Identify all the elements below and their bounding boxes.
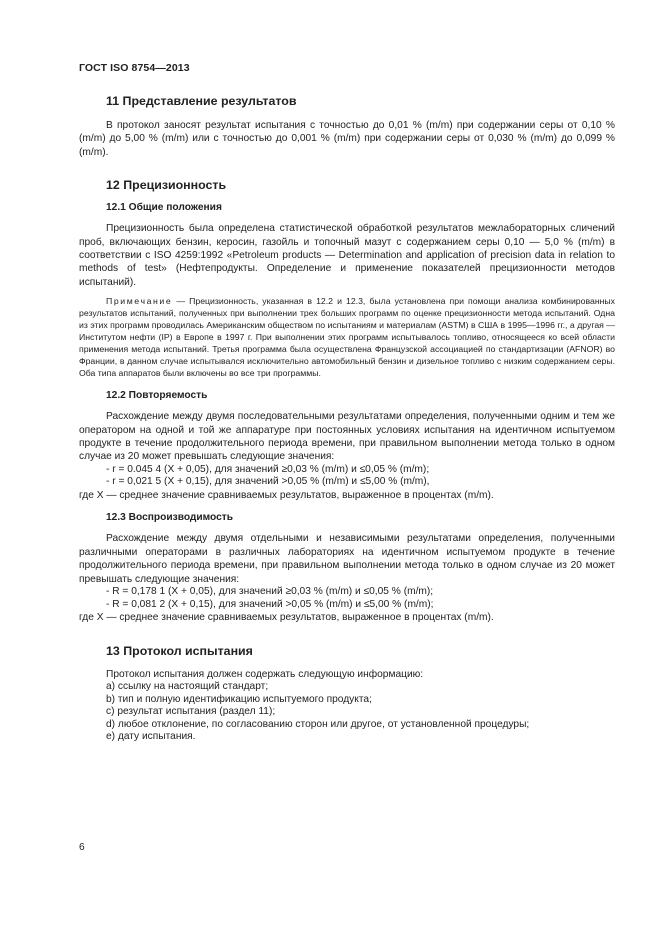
list-item: - r = 0.045 4 (X + 0,05), для значений ≥0,03 % (m/m) и ≤0,05 % (m/m); [106,463,430,475]
section-12-1-note [79,295,615,379]
section-13-intro: Протокол испытания должен содержать следующую информацию: [106,668,424,680]
section-12-3-paragraph: Расхождение между двумя отдельными и независимыми результатами определения, полученными различными операторами в различных лабораториях на идентичном испытуемом продукте в течение продолжительного периода времени, при правильном выполнении метода только в одном случае из 20 может превышать следующие значения: [79,533,615,585]
page-number: 6 [79,842,85,853]
list-item: - R = 0,081 2 (X + 0,15), для значений >0,05 % (m/m) и ≤5,00 % (m/m); [106,598,434,610]
section-12-2-heading: 12.2 Повторяемость [106,390,208,402]
note-text: — Прецизионность, указанная в 12.2 и 12.3, была установлена при помощи анализа комбинированных результатов испытаний, полученных при выполнении трех больших программ по оценке прецизионности метода испытаний. Одна из этих программ проводилась Американским обществом по испытаниям и материалам (ASTM) в США в 1995—1996 гг., а другая — Институтом нефти (IP) в Европе в 1997 г. При выполнении этих программ испытывалось топливо, относящееся ко всей области применения метода испытаний. Третья программа была осуществлена Французской ассоциацией по стандартизации (AFNOR) во Франции, в данном случае испытывался исключительно автомобильный бензин и дизельное топливо с низким содержанием серы. Оба типа аппаратов были включены во все три программы. [79,296,615,379]
list-item: a) ссылку на настоящий стандарт; [106,681,269,693]
repeatability-list [79,464,615,489]
repeatability-where: где X — среднее значение сравниваемых результатов, выраженное в процентах (m/m). [79,490,494,502]
section-12-3-heading: 12.3 Воспроизводимость [106,512,234,524]
section-12-2-paragraph: Расхождение между двумя последовательными результатами определения, полученными одним и тем же оператором на одной и той же аппаратуре при постоянных условиях испытания на идентичном испытуемом продукте в течение продолжительного периода времени, при правильном выполнении метода только в одном случае из 20 может превышать следующие значения: [79,411,615,463]
section-12-1-heading: 12.1 Общие положения [106,202,222,214]
list-item: - r = 0,021 5 (X + 0,15), для значений >0,05 % (m/m) и ≤5,00 % (m/m), [106,476,430,488]
note-label: Примечание [106,296,173,307]
protocol-list [79,681,615,744]
section-13-heading: 13 Протокол испытания [106,643,253,658]
reproducibility-list [79,586,615,611]
list-item: c) результат испытания (раздел 11); [106,706,276,718]
list-item: - R = 0,178 1 (X + 0,05), для значений ≥0,03 % (m/m) и ≤0,05 % (m/m); [106,586,434,598]
section-11-paragraph: В протокол заносят результат испытания с точностью до 0,01 % (m/m) при содержании серы от 0,10 % (m/m) до 5,00 % (m/m) или с точностью до 0,001 % (m/m) при содержании серы от 0,030 % (m/m) до 0,099 % (m/m). [79,120,615,158]
reproducibility-where: где X — среднее значение сравниваемых результатов, выраженное в процентах (m/m). [79,612,494,624]
document-header: ГОСТ ISO 8754—2013 [79,62,190,74]
list-item: d) любое отклонение, по согласованию сторон или другое, от установленной процедуры; [106,718,530,730]
content [79,93,615,744]
section-12-1-paragraph: Прецизионность была определена статистической обработкой результатов межлабораторных сличений проб, включающих бензин, керосин, газойль и топочный мазут с содержанием серы 0,10 — 5,0 % (m/m) в соответствии с ISO 4259:1992 «Petroleum products — Determination and application of precision data in relation to methods of test» (Нефтепродукты. Определение и применение показателей прецизионности методов испытаний). [79,223,615,288]
list-item: e) дату испытания. [106,731,196,743]
section-11-heading: 11 Представление результатов [106,94,297,108]
list-item: b) тип и полную идентификацию испытуемого продукта; [106,693,372,705]
section-12-heading: 12 Прецизионность [106,178,227,193]
